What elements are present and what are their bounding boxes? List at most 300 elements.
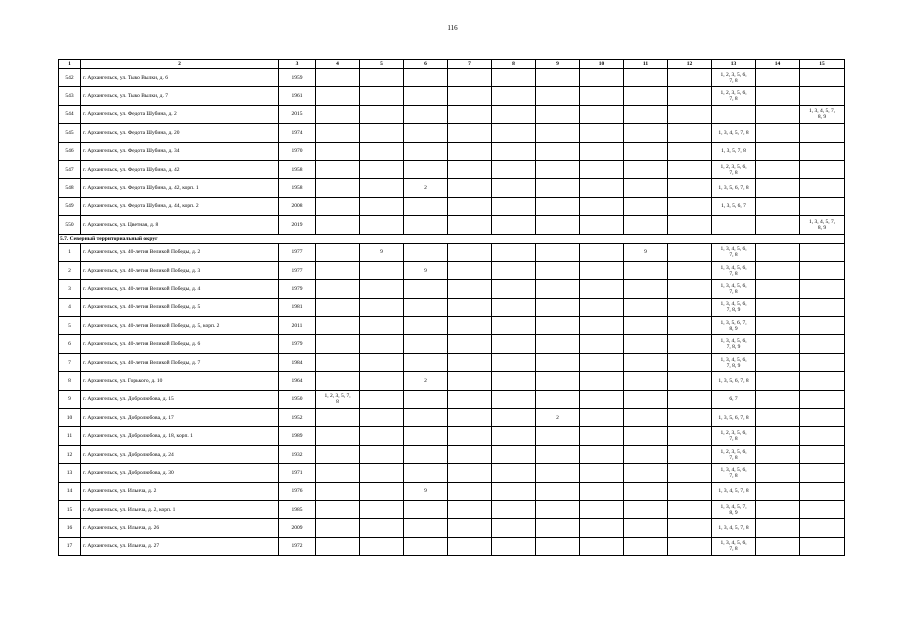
year-cell: 1970	[279, 142, 316, 160]
table-cell: 1, 3, 4, 5, 6, 7, 8, 9	[712, 335, 756, 353]
table-cell	[448, 464, 492, 482]
table-cell	[492, 335, 536, 353]
table-cell	[492, 409, 536, 427]
table-cell	[536, 124, 580, 142]
table-cell	[756, 464, 800, 482]
table-cell: 1, 3, 4, 5, 6, 7, 8	[712, 261, 756, 279]
table-cell	[756, 445, 800, 463]
table-cell	[492, 280, 536, 298]
table-cell	[800, 317, 845, 335]
table-cell	[800, 69, 845, 87]
table-cell	[492, 197, 536, 215]
table-cell	[668, 87, 712, 105]
table-cell	[536, 464, 580, 482]
table-cell	[360, 409, 404, 427]
table-cell	[624, 500, 668, 518]
table-cell	[800, 298, 845, 316]
table-cell	[316, 261, 360, 279]
table-cell	[492, 87, 536, 105]
table-cell	[316, 317, 360, 335]
table-cell: 9	[624, 243, 668, 261]
table-cell	[756, 317, 800, 335]
table-cell	[668, 427, 712, 445]
column-header: 2	[81, 60, 279, 69]
row-number: 543	[59, 87, 81, 105]
table-cell	[360, 298, 404, 316]
table-cell	[448, 216, 492, 234]
table-cell	[668, 69, 712, 87]
table-cell	[316, 519, 360, 537]
table-cell	[580, 335, 624, 353]
table-row	[59, 216, 845, 234]
table-cell	[492, 124, 536, 142]
row-number: 5	[59, 317, 81, 335]
table-cell	[404, 353, 448, 371]
table-row	[59, 464, 845, 482]
table-cell	[668, 216, 712, 234]
table-row	[59, 261, 845, 279]
table-cell	[756, 390, 800, 408]
table-cell	[580, 124, 624, 142]
table-cell	[448, 519, 492, 537]
table-cell	[624, 280, 668, 298]
table-cell	[756, 261, 800, 279]
column-header: 5	[360, 60, 404, 69]
table-cell	[316, 179, 360, 197]
table-cell	[536, 353, 580, 371]
table-cell: 2	[404, 179, 448, 197]
table-cell	[624, 160, 668, 178]
table-cell	[800, 142, 845, 160]
table-cell	[492, 179, 536, 197]
table-cell	[492, 160, 536, 178]
table-cell	[536, 69, 580, 87]
table-cell: 1, 3, 4, 5, 6, 7, 8, 9	[712, 298, 756, 316]
table-cell: 1, 3, 5, 6, 7, 8	[712, 179, 756, 197]
row-number: 17	[59, 537, 81, 555]
address-cell: г. Архангельск, ул. Добролюбова, д. 18, корп. 1	[81, 427, 279, 445]
table-cell	[492, 105, 536, 123]
table-cell	[536, 197, 580, 215]
table-cell	[448, 500, 492, 518]
table-cell	[800, 372, 845, 390]
table-cell	[580, 142, 624, 160]
table-cell	[404, 280, 448, 298]
year-cell: 1961	[279, 87, 316, 105]
table-cell	[800, 445, 845, 463]
table-cell	[492, 427, 536, 445]
table-cell	[448, 197, 492, 215]
table-cell: 1, 3, 4, 5, 7, 8, 9	[800, 216, 845, 234]
table-cell	[492, 372, 536, 390]
row-number: 3	[59, 280, 81, 298]
table-cell: 1, 3, 4, 5, 7, 8, 9	[712, 500, 756, 518]
table-row	[59, 409, 845, 427]
table-cell	[800, 280, 845, 298]
table-cell	[668, 353, 712, 371]
table-cell	[448, 335, 492, 353]
table-cell	[624, 445, 668, 463]
table-cell	[448, 353, 492, 371]
table-cell	[580, 445, 624, 463]
table-cell	[668, 280, 712, 298]
row-number: 549	[59, 197, 81, 215]
table-cell	[316, 197, 360, 215]
year-cell: 1979	[279, 280, 316, 298]
table-cell	[580, 482, 624, 500]
table-cell	[360, 317, 404, 335]
table-cell	[668, 390, 712, 408]
table-cell	[756, 243, 800, 261]
address-cell: г. Архангельск, ул. Ильича, д. 2, корп. 1	[81, 500, 279, 518]
row-number: 12	[59, 445, 81, 463]
table-cell	[316, 142, 360, 160]
table-cell: 1, 3, 4, 5, 7, 8	[712, 124, 756, 142]
table-cell	[624, 409, 668, 427]
table-cell	[360, 160, 404, 178]
table-cell	[800, 261, 845, 279]
address-cell: г. Архангельск, ул. Федота Шубина, д. 34	[81, 142, 279, 160]
table-cell	[404, 243, 448, 261]
table-cell	[316, 353, 360, 371]
table-cell	[316, 105, 360, 123]
table-cell	[404, 216, 448, 234]
table-cell	[536, 261, 580, 279]
table-cell	[800, 482, 845, 500]
table-cell	[360, 216, 404, 234]
year-cell: 1989	[279, 427, 316, 445]
table-cell	[580, 280, 624, 298]
row-number: 14	[59, 482, 81, 500]
address-cell: г. Архангельск, ул. Ильича, д. 2	[81, 482, 279, 500]
column-header: 11	[624, 60, 668, 69]
table-cell	[360, 519, 404, 537]
table-cell: 1, 3, 5, 6, 7, 8, 9	[712, 317, 756, 335]
table-row	[59, 519, 845, 537]
year-cell: 1985	[279, 500, 316, 518]
table-cell	[360, 372, 404, 390]
table-row	[59, 445, 845, 463]
table-cell	[668, 409, 712, 427]
table-cell	[448, 537, 492, 555]
table-cell	[668, 105, 712, 123]
year-cell: 1977	[279, 261, 316, 279]
table-cell	[404, 298, 448, 316]
header-row	[59, 60, 845, 69]
table-cell	[404, 409, 448, 427]
register-table	[58, 59, 845, 556]
table-cell	[756, 298, 800, 316]
table-cell	[360, 445, 404, 463]
table-cell	[668, 142, 712, 160]
table-cell	[800, 243, 845, 261]
table-row	[59, 87, 845, 105]
table-cell	[624, 261, 668, 279]
table-cell	[492, 243, 536, 261]
table-cell	[448, 427, 492, 445]
table-row	[59, 280, 845, 298]
table-cell	[404, 124, 448, 142]
column-header: 1	[59, 60, 81, 69]
table-cell	[624, 464, 668, 482]
year-cell: 1959	[279, 69, 316, 87]
table-cell	[580, 179, 624, 197]
table-cell	[756, 69, 800, 87]
table-cell	[580, 537, 624, 555]
table-cell	[448, 317, 492, 335]
table-row	[59, 243, 845, 261]
table-cell: 1, 3, 4, 5, 6, 7, 8	[712, 243, 756, 261]
address-cell: г. Архангельск, ул. Добролюбова, д. 17	[81, 409, 279, 427]
table-cell	[536, 445, 580, 463]
table-cell	[448, 142, 492, 160]
table-cell	[580, 105, 624, 123]
table-cell	[316, 216, 360, 234]
table-cell	[800, 335, 845, 353]
table-cell	[360, 280, 404, 298]
table-cell	[448, 160, 492, 178]
table-cell	[316, 124, 360, 142]
table-cell	[316, 160, 360, 178]
table-cell	[800, 427, 845, 445]
table-cell	[448, 390, 492, 408]
table-row	[59, 197, 845, 215]
table-cell: 1, 2, 3, 5, 6, 7, 8	[712, 427, 756, 445]
table-cell: 1, 2, 3, 5, 6, 7, 8	[712, 87, 756, 105]
column-header: 3	[279, 60, 316, 69]
table-cell	[800, 409, 845, 427]
table-cell	[492, 500, 536, 518]
table-cell	[536, 160, 580, 178]
row-number: 546	[59, 142, 81, 160]
year-cell: 1977	[279, 243, 316, 261]
table-cell	[316, 69, 360, 87]
column-header: 4	[316, 60, 360, 69]
table-cell	[316, 445, 360, 463]
table-cell	[756, 160, 800, 178]
table-cell	[536, 390, 580, 408]
table-cell: 1, 3, 4, 5, 6, 7, 8, 9	[712, 353, 756, 371]
table-cell	[624, 353, 668, 371]
table-cell	[668, 243, 712, 261]
table-cell	[360, 69, 404, 87]
table-cell	[668, 179, 712, 197]
table-cell	[668, 519, 712, 537]
table-cell	[580, 87, 624, 105]
year-cell: 1976	[279, 482, 316, 500]
table-cell: 1, 3, 4, 5, 7, 8	[712, 519, 756, 537]
table-cell	[756, 216, 800, 234]
table-cell	[360, 537, 404, 555]
table-cell	[448, 261, 492, 279]
row-number: 4	[59, 298, 81, 316]
table-cell	[404, 519, 448, 537]
column-header: 7	[448, 60, 492, 69]
table-cell	[668, 124, 712, 142]
table-row	[59, 482, 845, 500]
year-cell: 1952	[279, 409, 316, 427]
table-cell: 1, 2, 3, 5, 7, 8	[316, 390, 360, 408]
table-cell	[492, 317, 536, 335]
address-cell: г. Архангельск, ул. Тыко Вылки, д. 6	[81, 69, 279, 87]
column-header: 8	[492, 60, 536, 69]
table-cell	[316, 537, 360, 555]
table-cell	[624, 372, 668, 390]
table-cell	[404, 445, 448, 463]
table-cell	[580, 317, 624, 335]
year-cell: 2009	[279, 519, 316, 537]
table-cell	[668, 482, 712, 500]
table-cell	[668, 537, 712, 555]
table-cell	[800, 353, 845, 371]
table-cell	[492, 69, 536, 87]
column-header: 15	[800, 60, 845, 69]
table-cell	[404, 500, 448, 518]
table-cell: 9	[360, 243, 404, 261]
year-cell: 2011	[279, 317, 316, 335]
table-cell	[800, 179, 845, 197]
table-cell	[580, 464, 624, 482]
table-cell	[448, 482, 492, 500]
table-cell	[492, 482, 536, 500]
address-cell: г. Архангельск, ул. Ильича, д. 26	[81, 519, 279, 537]
table-cell	[668, 445, 712, 463]
address-cell: г. Архангельск, ул. Федота Шубина, д. 44, корп. 2	[81, 197, 279, 215]
table-cell	[668, 372, 712, 390]
table-cell	[624, 69, 668, 87]
table-row	[59, 427, 845, 445]
table-cell	[580, 390, 624, 408]
table-cell	[580, 160, 624, 178]
table-cell	[756, 482, 800, 500]
table-cell	[536, 335, 580, 353]
table-cell	[492, 445, 536, 463]
table-cell	[360, 464, 404, 482]
table-cell	[800, 124, 845, 142]
table-row	[59, 160, 845, 178]
table-cell	[360, 197, 404, 215]
table-cell	[536, 243, 580, 261]
table-cell	[756, 500, 800, 518]
table-cell	[536, 87, 580, 105]
table-cell: 2	[536, 409, 580, 427]
table-cell	[580, 427, 624, 445]
table-row	[59, 390, 845, 408]
address-cell: г. Архангельск, ул. Добролюбова, д. 24	[81, 445, 279, 463]
table-cell	[756, 372, 800, 390]
table-cell	[624, 105, 668, 123]
table-cell	[536, 500, 580, 518]
table-cell	[712, 105, 756, 123]
table-cell	[404, 197, 448, 215]
year-cell: 2015	[279, 105, 316, 123]
table-cell	[800, 537, 845, 555]
row-number: 545	[59, 124, 81, 142]
table-cell	[536, 216, 580, 234]
table-cell	[580, 353, 624, 371]
table-cell	[404, 142, 448, 160]
year-cell: 1958	[279, 160, 316, 178]
table-cell	[756, 409, 800, 427]
table-cell	[360, 261, 404, 279]
row-number: 9	[59, 390, 81, 408]
table-cell	[800, 160, 845, 178]
table-cell	[536, 142, 580, 160]
table-cell	[800, 390, 845, 408]
table-cell	[536, 179, 580, 197]
table-cell	[668, 298, 712, 316]
table-cell	[624, 390, 668, 408]
year-cell: 1932	[279, 445, 316, 463]
table-cell: 6, 7	[712, 390, 756, 408]
table-cell	[580, 216, 624, 234]
table-cell	[404, 537, 448, 555]
table-cell: 1, 2, 3, 5, 6, 7, 8	[712, 69, 756, 87]
table-cell	[800, 87, 845, 105]
table-cell	[448, 372, 492, 390]
table-cell	[756, 280, 800, 298]
table-cell	[624, 537, 668, 555]
table-cell: 2	[404, 372, 448, 390]
row-number: 2	[59, 261, 81, 279]
table-cell	[580, 519, 624, 537]
table-cell	[448, 69, 492, 87]
table-cell	[316, 372, 360, 390]
column-header: 13	[712, 60, 756, 69]
year-cell: 1984	[279, 353, 316, 371]
table-cell	[756, 353, 800, 371]
table-cell	[536, 105, 580, 123]
table-cell	[536, 519, 580, 537]
row-number: 8	[59, 372, 81, 390]
table-cell	[624, 519, 668, 537]
table-cell	[624, 216, 668, 234]
section-row	[59, 234, 845, 243]
table-cell: 9	[404, 482, 448, 500]
table-cell: 1, 3, 4, 5, 6, 7, 8	[712, 280, 756, 298]
table-cell: 9	[404, 261, 448, 279]
table-cell: 1, 2, 3, 5, 6, 7, 8	[712, 160, 756, 178]
table-cell	[316, 335, 360, 353]
table-cell	[492, 142, 536, 160]
table-cell	[404, 317, 448, 335]
table-cell	[756, 427, 800, 445]
column-header: 9	[536, 60, 580, 69]
table-cell	[360, 124, 404, 142]
table-cell	[580, 261, 624, 279]
table-cell	[360, 500, 404, 518]
table-cell	[756, 142, 800, 160]
year-cell: 1971	[279, 464, 316, 482]
row-number: 16	[59, 519, 81, 537]
table-cell	[536, 427, 580, 445]
table-cell	[448, 179, 492, 197]
table-cell	[448, 105, 492, 123]
table-cell	[624, 335, 668, 353]
table-cell	[448, 124, 492, 142]
table-cell	[756, 179, 800, 197]
table-row	[59, 500, 845, 518]
table-cell	[448, 87, 492, 105]
table-cell	[492, 216, 536, 234]
table-cell	[316, 482, 360, 500]
table-row	[59, 69, 845, 87]
table-cell	[756, 335, 800, 353]
address-cell: г. Архангельск, ул. 40-летия Великой Победы, д. 3	[81, 261, 279, 279]
row-number: 542	[59, 69, 81, 87]
table-row	[59, 317, 845, 335]
address-cell: г. Архангельск, ул. 40-летия Великой Победы, д. 4	[81, 280, 279, 298]
